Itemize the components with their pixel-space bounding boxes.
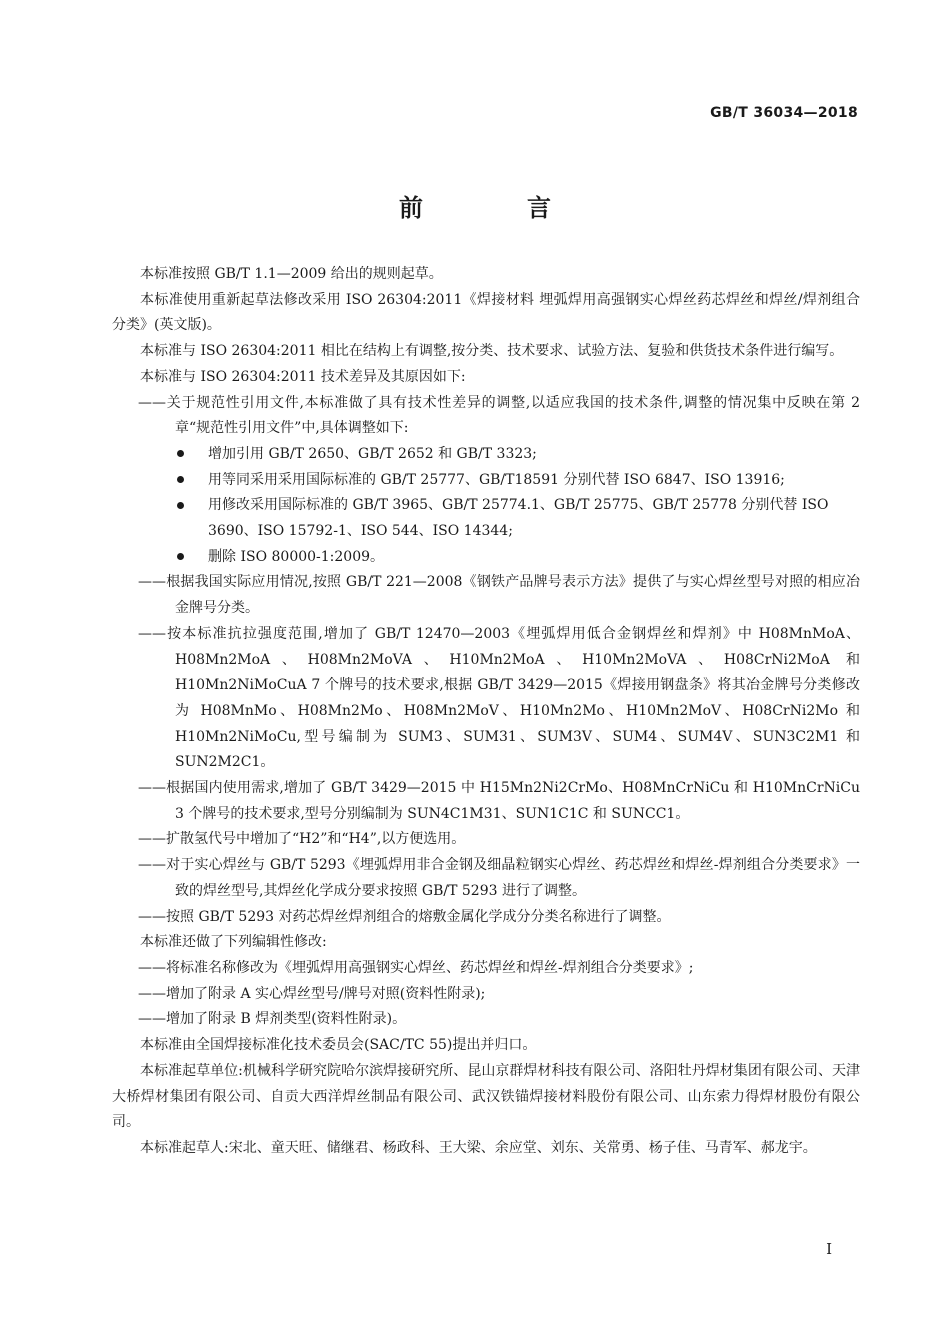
bullet-dot-icon [175, 442, 208, 468]
page-number: I [826, 1240, 832, 1258]
dash-item: ——扩散氢代号中增加了“H2”和“H4”,以方便选用。 [138, 831, 466, 848]
paragraph: 本标准由全国焊接标准化技术委员会(SAC/TC 55)提出并归口。 [140, 1037, 537, 1054]
paragraph: 本标准还做了下列编辑性修改: [140, 934, 327, 951]
bullet-text: 删除 ISO 80000-1:2009。 [208, 548, 385, 565]
paragraph: 本标准起草人:宋北、童天旺、储继君、杨政科、王大梁、余应堂、刘东、关常勇、杨子佳、马青军、郝龙宇。 [140, 1139, 817, 1156]
bullet-dot-icon [175, 493, 208, 519]
dash-item: ——增加了附录 A 实心焊丝型号/牌号对照(资料性附录); [138, 985, 486, 1002]
bullet-dot-icon [175, 545, 208, 571]
bullet-text: 用等同采用采用国际标准的 GB/T 25777、GB/T18591 分别代替 ISO 6847、ISO 13916; [208, 471, 785, 488]
bullet-item [112, 493, 860, 544]
bullet-text: 增加引用 GB/T 2650、GB/T 2652 和 GB/T 3323; [208, 445, 537, 462]
paragraph: 本标准与 ISO 26304:2011 技术差异及其原因如下: [140, 368, 466, 385]
paragraph: 本标准按照 GB/T 1.1—2009 给出的规则起草。 [140, 266, 443, 282]
dash-item: ——将标准名称修改为《埋弧焊用高强钢实心焊丝、药芯焊丝和焊丝-焊剂组合分类要求》; [138, 959, 694, 976]
bullet-item [112, 468, 860, 494]
dash-item: ——对于实心焊丝与 GB/T 5293《埋弧焊用非合金钢及细晶粒钢实心焊丝、药芯焊丝和焊丝-焊剂组合分类要求》一致的焊丝型号,其焊丝化学成分要求按照 GB/T 5293 进行了调整。 [138, 857, 860, 899]
paragraph: 本标准使用重新起草法修改采用 ISO 26304:2011《焊接材料 埋弧焊用高强钢实心焊丝药芯焊丝和焊丝/焊剂组合 分类》(英文版)。 [112, 291, 860, 334]
dash-item: ——按照 GB/T 5293 对药芯焊丝焊剂组合的熔敷金属化学成分分类名称进行了调整。 [138, 908, 671, 925]
dash-item: ——根据国内使用需求,增加了 GB/T 3429—2015 中 H15Mn2Ni2CrMo、H08MnCrNiCu 和 H10MnCrNiCu 3 个牌号的技术要求,型号分别编制为 SUN4C1M31、SUN1C1C 和 SUNCC1。 [138, 780, 860, 822]
dash-item: ——根据我国实际应用情况,按照 GB/T 221—2008《钢铁产品牌号表示方法》提供了与实心焊丝型号对照的相应冶金牌号分类。 [138, 574, 860, 617]
standard-number: GB/T 36034—2018 [710, 105, 858, 121]
paragraph: 本标准起草单位:机械科学研究院哈尔滨焊接研究所、昆山京群焊材科技有限公司、洛阳牡丹焊材集团有限公司、天津大桥焊材集团有限公司、自贡大西洋焊丝制品有限公司、武汉铁锚焊接材料股份有限公司、山东索力得焊材股份有限公司。 [112, 1062, 860, 1131]
bullet-dot-icon [175, 468, 208, 494]
dash-item: ——增加了附录 B 焊剂类型(资料性附录)。 [138, 1011, 407, 1028]
bullet-item [112, 545, 860, 571]
dash-item: ——按本标准抗拉强度范围,增加了 GB/T 12470—2003《埋弧焊用低合金钢焊丝和焊剂》中 H08MnMoA、H08Mn2MoA、H08Mn2MoVA、H10Mn2MoA、H10Mn2MoVA、H08CrNi2MoA 和 H10Mn2NiMoCuA 7 个牌号的技术要求,根据 GB/T 3429—2015《焊接用钢盘条》将其冶金牌号分类修改为 H08MnMo、H08Mn2Mo、H08Mn2MoV、H10Mn2Mo、H10Mn2MoV、H08CrNi2Mo 和 H10Mn2NiMoCu,型号编制为 SUM3、SUM31、SUM3V、SUM4、SUM4V、SUN3C2M1 和 SUN2M2C1。 [138, 625, 860, 771]
page-title: 前 言 [399, 194, 591, 222]
paragraph: 本标准与 ISO 26304:2011 相比在结构上有调整,按分类、技术要求、试验方法、复验和供货技术条件进行编写。 [140, 343, 844, 360]
dash-item: ——关于规范性引用文件,本标准做了具有技术性差异的调整,以适应我国的技术条件,调整的情况集中反映在第 2 章“规范性引用文件”中,具体调整如下: [138, 394, 860, 437]
document-body [112, 262, 860, 1162]
bullet-item [112, 442, 860, 468]
bullet-text: 用修改采用国际标准的 GB/T 3965、GB/T 25774.1、GB/T 25775、GB/T 25778 分别代替 ISO 3690、ISO 15792-1、ISO 544、ISO 14344; [208, 497, 829, 540]
